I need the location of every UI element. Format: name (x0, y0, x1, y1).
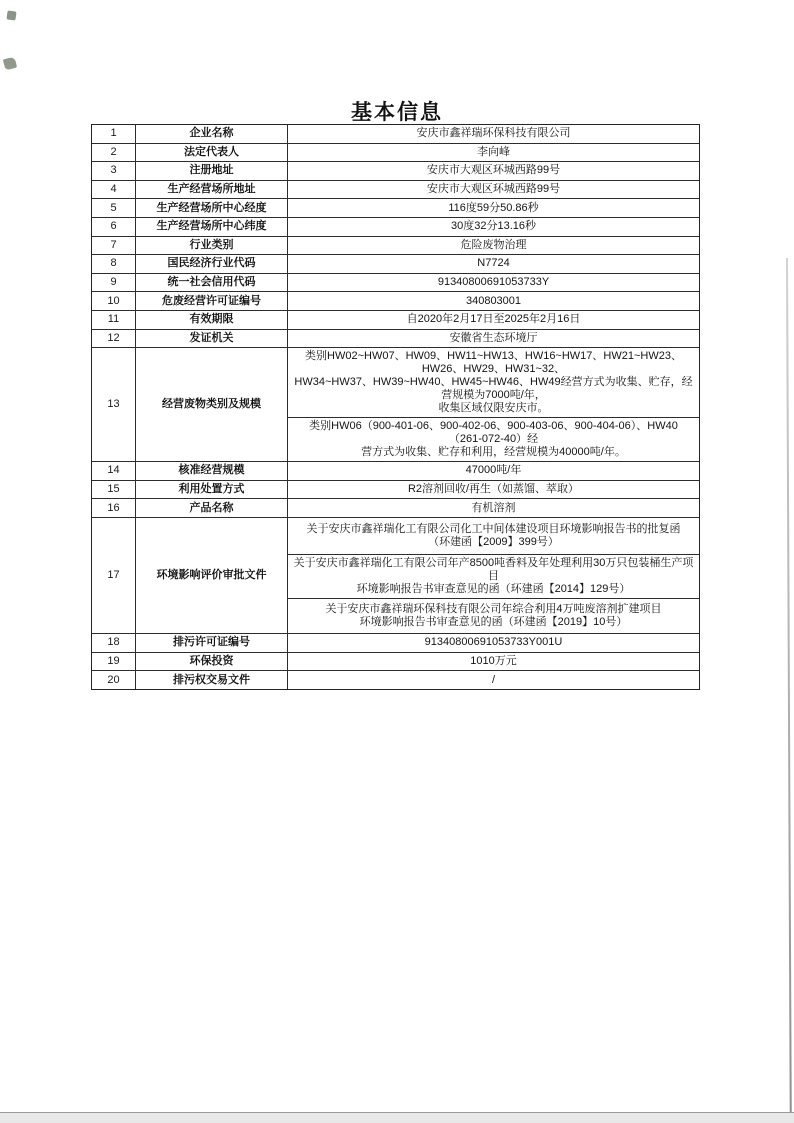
row-value-cell: 有机溶剂 (471, 501, 516, 514)
row-value-cell (288, 518, 699, 633)
row-number-cell: 17 (92, 518, 136, 633)
row-number-cell: 1 (92, 125, 136, 143)
row-value-cell: 30度32分13.16秒 (451, 220, 536, 233)
table-row (92, 329, 699, 348)
row-label-cell: 行业类别 (136, 237, 288, 255)
row-number-cell: 8 (92, 255, 136, 273)
row-number-cell: 3 (92, 162, 136, 180)
row-number-cell: 15 (92, 481, 136, 499)
row-value-cell: 340803001 (465, 294, 522, 307)
row-value-cell: 91340800691053733Y (437, 276, 550, 289)
row-value-cell: 李向峰 (477, 145, 510, 158)
scan-speck (3, 57, 17, 71)
row-label-cell: 生产经营场所中心纬度 (136, 218, 288, 236)
row-number-cell: 13 (92, 348, 136, 461)
row-label-cell: 排污权交易文件 (136, 671, 288, 689)
row-label-cell: 危废经营许可证编号 (136, 292, 288, 310)
text-line: 类别HW06（900-401-06、900-402-06、900-403-06、900-404-06）、HW40（261-072-40）经 (309, 420, 678, 446)
table-row (92, 498, 699, 517)
text-line: 收集区域仅限安庆市。 (438, 402, 549, 415)
text-line: 环境影响报告书审查意见的函（环建函【2019】10号） (359, 615, 628, 628)
row-label-cell: 排污许可证编号 (136, 634, 288, 652)
table-row (92, 670, 699, 689)
table-row (92, 480, 699, 499)
row-value-cell: / (491, 673, 496, 686)
page-title: 基本信息 (351, 101, 443, 124)
table-row (92, 198, 699, 217)
table-row (92, 180, 699, 199)
row-label-cell: 法定代表人 (136, 144, 288, 162)
row-label-cell: 国民经济行业代码 (136, 255, 288, 273)
row-label-cell: 利用处置方式 (136, 481, 288, 499)
row-value-cell: 47000吨/年 (465, 464, 522, 477)
row-number-cell: 2 (92, 144, 136, 162)
row-number-cell: 20 (92, 671, 136, 689)
row-value-cell: R2溶剂回收/再生（如蒸馏、萃取） (407, 483, 580, 496)
text-line: 营方式为收集、贮存和利用，经营规模为40000吨/年。 (361, 446, 626, 459)
row-number-cell: 7 (92, 237, 136, 255)
text-line: （环建函【2009】399号） (428, 535, 559, 548)
table-row (92, 291, 699, 310)
row-label-cell: 有效期限 (136, 311, 288, 329)
table-row (92, 273, 699, 292)
text-line: 关于安庆市鑫祥瑞化工有限公司化工中间体建设项目环境影响报告书的批复函 (306, 522, 681, 535)
row-value-cell: N7724 (477, 257, 510, 270)
table-row (92, 347, 699, 461)
row-label-cell: 生产经营场所中心经度 (136, 199, 288, 217)
table-row (92, 217, 699, 236)
row-value-cell: 1010万元 (470, 654, 517, 667)
page-edge-shadow (786, 258, 792, 1113)
table-row (92, 310, 699, 329)
row-number-cell: 4 (92, 181, 136, 199)
table-row (92, 517, 699, 633)
table-row (92, 161, 699, 180)
table-row (92, 143, 699, 162)
table-row (92, 125, 699, 143)
table-row (92, 652, 699, 671)
row-value-subcell (288, 554, 699, 598)
table-row (92, 461, 699, 480)
text-line: 环境影响报告书审查意见的函（环建函【2014】129号） (356, 582, 631, 595)
row-label-cell: 企业名称 (136, 125, 288, 143)
row-label-cell: 发证机关 (136, 330, 288, 348)
row-value-cell: 116度59分50.86秒 (448, 201, 539, 214)
row-label-cell: 核准经营规模 (136, 462, 288, 480)
row-value-subcell (288, 417, 699, 461)
basic-info-table (91, 124, 700, 690)
row-number-cell: 19 (92, 653, 136, 671)
row-value-cell: 安庆市大观区环城西路99号 (426, 183, 561, 196)
row-label-cell: 环保投资 (136, 653, 288, 671)
row-value-cell: 自2020年2月17日至2025年2月16日 (406, 313, 581, 326)
row-value-cell (288, 348, 699, 461)
row-label-cell: 统一社会信用代码 (136, 274, 288, 292)
row-number-cell: 5 (92, 199, 136, 217)
page-bottom-edge (0, 1112, 794, 1123)
row-value-cell: 91340800691053733Y001U (424, 636, 563, 649)
text-line: 关于安庆市鑫祥瑞环保科技有限公司年综合利用4万吨废溶剂扩建项目 (325, 602, 662, 615)
row-value-cell: 安庆市鑫祥瑞环保科技有限公司 (416, 127, 571, 140)
row-label-cell: 注册地址 (136, 162, 288, 180)
row-value-subcell (288, 598, 699, 634)
table-row (92, 633, 699, 652)
table-row (92, 254, 699, 273)
row-number-cell: 12 (92, 330, 136, 348)
row-label-cell: 经营废物类别及规模 (136, 348, 288, 461)
row-number-cell: 10 (92, 292, 136, 310)
row-label-cell: 环境影响评价审批文件 (136, 518, 288, 633)
table-row (92, 236, 699, 255)
row-number-cell: 6 (92, 218, 136, 236)
text-line: 类别HW02~HW07、HW09、HW11~HW13、HW16~HW17、HW21~HW23、HW26、HW29、HW31~32、 (305, 350, 682, 376)
text-line: 关于安庆市鑫祥瑞化工有限公司年产8500吨香料及年处理利用30万只包装桶生产项目 (293, 556, 694, 582)
row-label-cell: 生产经营场所地址 (136, 181, 288, 199)
row-value-cell: 危险废物治理 (460, 238, 527, 251)
row-value-subcell (288, 518, 699, 554)
row-value-cell: 安徽省生态环境厅 (449, 331, 538, 344)
row-number-cell: 16 (92, 499, 136, 517)
row-value-cell: 安庆市大观区环城西路99号 (426, 164, 561, 177)
row-number-cell: 11 (92, 311, 136, 329)
scan-speck (6, 10, 16, 20)
row-label-cell: 产品名称 (136, 499, 288, 517)
row-number-cell: 14 (92, 462, 136, 480)
row-number-cell: 9 (92, 274, 136, 292)
row-number-cell: 18 (92, 634, 136, 652)
text-line: HW34~HW37、HW39~HW40、HW45~HW46、HW49经营方式为收集、贮存，经营规模为7000吨/年， (294, 376, 693, 402)
row-value-subcell (288, 348, 699, 417)
